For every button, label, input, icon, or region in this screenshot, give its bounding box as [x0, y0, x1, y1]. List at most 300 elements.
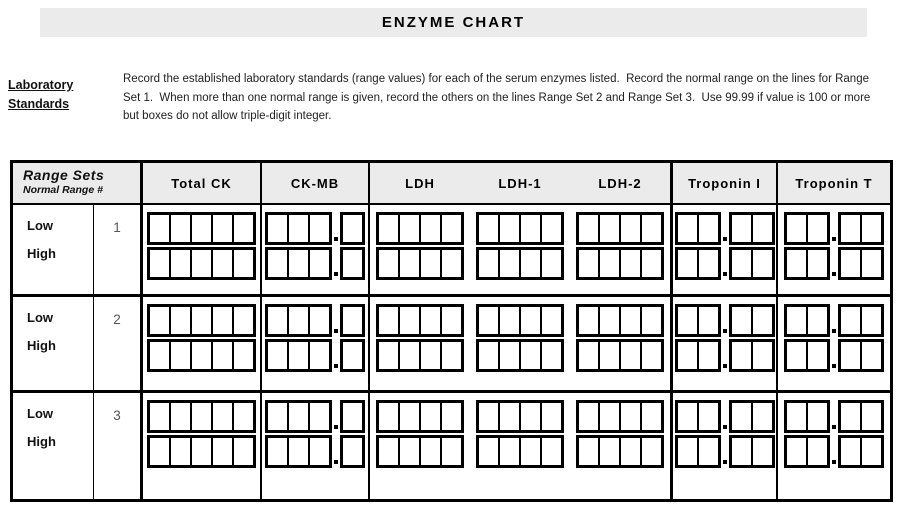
digit-box[interactable]	[379, 342, 398, 369]
column-label-ldh-2: LDH-2	[598, 175, 642, 191]
digit-box[interactable]	[598, 307, 619, 334]
low-high-box-pair	[376, 304, 464, 372]
entry-cell-troponin-i	[670, 393, 776, 499]
digit-box[interactable]	[479, 250, 498, 277]
digit-box[interactable]	[287, 403, 308, 430]
digit-box[interactable]	[232, 215, 253, 242]
digit-box[interactable]	[211, 215, 232, 242]
digit-strip-high	[576, 339, 664, 372]
digit-box[interactable]	[479, 438, 498, 465]
digit-strip-high	[265, 339, 365, 372]
range-set-row-2	[13, 294, 890, 390]
digit-box-group	[265, 435, 332, 468]
entry-cell-ck-mb	[260, 393, 368, 499]
digit-box[interactable]	[169, 438, 190, 465]
decimal-point	[334, 329, 338, 333]
decimal-point	[832, 460, 836, 464]
digit-box[interactable]	[806, 438, 827, 465]
digit-box[interactable]	[343, 307, 362, 334]
digit-box[interactable]	[232, 342, 253, 369]
digit-box[interactable]	[169, 250, 190, 277]
decimal-point	[334, 272, 338, 276]
digit-box[interactable]	[732, 307, 751, 334]
digit-box[interactable]	[440, 403, 461, 430]
digit-box[interactable]	[150, 215, 169, 242]
digit-strip-low	[784, 212, 884, 245]
low-high-box-pair	[376, 212, 464, 280]
digit-box-group	[147, 304, 256, 337]
digit-box[interactable]	[190, 250, 211, 277]
decimal-point	[334, 460, 338, 464]
digit-strip-low	[147, 400, 256, 433]
digit-box[interactable]	[640, 342, 661, 369]
row-labels	[13, 205, 93, 294]
low-high-box-pair	[476, 212, 564, 280]
range-sets-title: Range Sets	[23, 167, 105, 183]
digit-box[interactable]	[787, 403, 806, 430]
digit-box[interactable]	[398, 215, 419, 242]
digit-box[interactable]	[190, 307, 211, 334]
column-label-total-ck: Total CK	[171, 175, 232, 191]
digit-box[interactable]	[860, 250, 881, 277]
digit-strip-high	[147, 247, 256, 280]
digit-box[interactable]	[598, 342, 619, 369]
digit-box-group	[265, 247, 332, 280]
digit-box[interactable]	[806, 215, 827, 242]
digit-box-group	[476, 212, 564, 245]
digit-box-group	[675, 400, 721, 433]
digit-box[interactable]	[619, 403, 640, 430]
digit-box[interactable]	[440, 215, 461, 242]
digit-box[interactable]	[232, 250, 253, 277]
digit-box[interactable]	[841, 215, 860, 242]
digit-box[interactable]	[308, 250, 329, 277]
digit-box[interactable]	[697, 215, 718, 242]
digit-box[interactable]	[697, 342, 718, 369]
digit-box[interactable]	[211, 438, 232, 465]
digit-box[interactable]	[268, 403, 287, 430]
digit-box[interactable]	[806, 342, 827, 369]
digit-box-group	[265, 400, 332, 433]
entry-cell-troponin-t	[776, 297, 890, 390]
digit-box[interactable]	[806, 307, 827, 334]
digit-box[interactable]	[190, 342, 211, 369]
digit-box[interactable]	[211, 250, 232, 277]
digit-box[interactable]	[787, 215, 806, 242]
digit-box[interactable]	[519, 438, 540, 465]
digit-box[interactable]	[419, 403, 440, 430]
digit-strip-high	[476, 247, 564, 280]
digit-box[interactable]	[732, 438, 751, 465]
digit-box[interactable]	[787, 250, 806, 277]
digit-box[interactable]	[268, 342, 287, 369]
entry-cell-troponin-t	[776, 393, 890, 499]
digit-box[interactable]	[379, 307, 398, 334]
column-header-total-ck	[140, 163, 260, 203]
digit-box-group	[576, 339, 664, 372]
digit-box-group	[729, 339, 775, 372]
digit-box[interactable]	[398, 250, 419, 277]
digit-strip-low	[576, 400, 664, 433]
digit-box[interactable]	[343, 403, 362, 430]
table-header-row	[13, 163, 890, 205]
digit-box[interactable]	[343, 342, 362, 369]
digit-box[interactable]	[841, 250, 860, 277]
digit-box[interactable]	[787, 342, 806, 369]
digit-box[interactable]	[519, 250, 540, 277]
digit-box[interactable]	[697, 250, 718, 277]
decimal-point	[832, 237, 836, 241]
digit-box-group	[340, 339, 365, 372]
range-set-row-3	[13, 390, 890, 499]
low-label: Low	[27, 406, 53, 421]
digit-box[interactable]	[398, 438, 419, 465]
box-unit-ldh-1	[470, 400, 570, 468]
digit-box[interactable]	[579, 307, 598, 334]
digit-box[interactable]	[619, 307, 640, 334]
digit-box[interactable]	[598, 438, 619, 465]
digit-box[interactable]	[343, 250, 362, 277]
digit-box[interactable]	[287, 438, 308, 465]
entry-cell-ldh-ldh-1-ldh-2	[368, 297, 670, 390]
entry-cell-total-ck	[140, 393, 260, 499]
digit-box[interactable]	[732, 215, 751, 242]
digit-box[interactable]	[398, 307, 419, 334]
low-high-box-pair	[376, 400, 464, 468]
digit-box[interactable]	[806, 403, 827, 430]
digit-box[interactable]	[232, 307, 253, 334]
digit-box[interactable]	[540, 438, 561, 465]
high-label: High	[27, 338, 56, 353]
digit-strip-high	[265, 435, 365, 468]
digit-strip-low	[376, 400, 464, 433]
digit-strip-high	[576, 435, 664, 468]
digit-box[interactable]	[640, 438, 661, 465]
low-label: Low	[27, 310, 53, 325]
digit-strip-low	[784, 304, 884, 337]
digit-box-group	[376, 304, 464, 337]
digit-box[interactable]	[268, 438, 287, 465]
digit-box[interactable]	[598, 250, 619, 277]
digit-box[interactable]	[211, 342, 232, 369]
digit-strip-low	[576, 212, 664, 245]
digit-box[interactable]	[678, 307, 697, 334]
digit-box-group	[675, 304, 721, 337]
digit-box[interactable]	[498, 342, 519, 369]
digit-box[interactable]	[440, 250, 461, 277]
digit-box[interactable]	[860, 342, 881, 369]
digit-box-group	[784, 400, 830, 433]
digit-strip-low	[476, 400, 564, 433]
digit-box-group	[476, 247, 564, 280]
digit-box[interactable]	[479, 307, 498, 334]
digit-strip-high	[675, 339, 775, 372]
digit-strip-low	[576, 304, 664, 337]
digit-box[interactable]	[579, 438, 598, 465]
digit-box[interactable]	[379, 403, 398, 430]
digit-box-group	[838, 400, 884, 433]
digit-box[interactable]	[540, 342, 561, 369]
digit-box[interactable]	[169, 342, 190, 369]
digit-box[interactable]	[150, 342, 169, 369]
digit-box[interactable]	[579, 215, 598, 242]
digit-box[interactable]	[169, 307, 190, 334]
digit-box-group	[729, 435, 775, 468]
box-unit-ldh-2	[570, 304, 670, 372]
digit-strip-low	[675, 400, 775, 433]
digit-box[interactable]	[697, 438, 718, 465]
digit-box[interactable]	[678, 342, 697, 369]
digit-box[interactable]	[211, 403, 232, 430]
digit-box[interactable]	[379, 438, 398, 465]
digit-box[interactable]	[787, 307, 806, 334]
digit-box[interactable]	[268, 215, 287, 242]
column-label-ldh-1: LDH-1	[498, 175, 542, 191]
digit-box[interactable]	[479, 342, 498, 369]
low-label: Low	[27, 218, 53, 233]
box-unit-total-ck	[143, 400, 260, 468]
digit-box[interactable]	[841, 342, 860, 369]
low-high-box-pair	[147, 400, 256, 468]
digit-box[interactable]	[787, 438, 806, 465]
digit-box[interactable]	[540, 215, 561, 242]
digit-box[interactable]	[343, 215, 362, 242]
digit-box[interactable]	[498, 438, 519, 465]
entry-cell-troponin-i	[670, 205, 776, 294]
digit-box-group	[576, 400, 664, 433]
digit-box[interactable]	[519, 342, 540, 369]
range-sets-header-cell	[13, 163, 140, 203]
box-unit-ldh-2	[570, 400, 670, 468]
digit-box-group	[838, 247, 884, 280]
digit-box[interactable]	[287, 250, 308, 277]
decimal-point	[334, 425, 338, 429]
digit-box[interactable]	[678, 403, 697, 430]
digit-box[interactable]	[860, 215, 881, 242]
entry-cell-ck-mb	[260, 205, 368, 294]
digit-box[interactable]	[398, 342, 419, 369]
digit-box[interactable]	[150, 307, 169, 334]
digit-box[interactable]	[860, 438, 881, 465]
digit-box[interactable]	[287, 215, 308, 242]
digit-box[interactable]	[440, 438, 461, 465]
low-high-box-pair	[265, 212, 365, 280]
digit-box[interactable]	[419, 215, 440, 242]
digit-box[interactable]	[732, 250, 751, 277]
decimal-point	[723, 272, 727, 276]
digit-box[interactable]	[619, 250, 640, 277]
digit-box[interactable]	[190, 438, 211, 465]
section-label-line1: Laboratory	[8, 78, 74, 92]
digit-box[interactable]	[190, 403, 211, 430]
digit-box[interactable]	[697, 307, 718, 334]
digit-box[interactable]	[287, 307, 308, 334]
box-unit-ck-mb	[262, 212, 368, 280]
digit-box-group	[376, 247, 464, 280]
digit-strip-low	[675, 212, 775, 245]
digit-box[interactable]	[806, 250, 827, 277]
digit-box[interactable]	[150, 438, 169, 465]
digit-box[interactable]	[498, 307, 519, 334]
digit-box-group	[675, 247, 721, 280]
digit-box[interactable]	[579, 403, 598, 430]
digit-box[interactable]	[540, 403, 561, 430]
digit-box[interactable]	[579, 342, 598, 369]
decimal-point	[334, 237, 338, 241]
digit-strip-high	[784, 435, 884, 468]
digit-box-group	[376, 339, 464, 372]
digit-box[interactable]	[860, 307, 881, 334]
digit-box[interactable]	[419, 438, 440, 465]
digit-strip-high	[265, 247, 365, 280]
digit-box-group	[340, 247, 365, 280]
column-header-ck-mb	[260, 163, 368, 203]
box-unit-ldh	[370, 304, 470, 372]
digit-strip-low	[265, 304, 365, 337]
digit-box[interactable]	[598, 403, 619, 430]
digit-box-group	[147, 339, 256, 372]
digit-strip-high	[376, 339, 464, 372]
digit-box[interactable]	[519, 307, 540, 334]
digit-box-group	[340, 435, 365, 468]
decimal-point	[723, 237, 727, 241]
digit-box[interactable]	[440, 342, 461, 369]
digit-box[interactable]	[190, 215, 211, 242]
digit-box[interactable]	[619, 342, 640, 369]
digit-box[interactable]	[479, 215, 498, 242]
low-high-box-pair	[576, 400, 664, 468]
digit-box[interactable]	[169, 215, 190, 242]
digit-box[interactable]	[619, 215, 640, 242]
digit-strip-low	[476, 212, 564, 245]
digit-box[interactable]	[841, 307, 860, 334]
box-unit-troponin-t	[778, 212, 890, 280]
digit-box[interactable]	[498, 215, 519, 242]
digit-strip-high	[476, 339, 564, 372]
decimal-point	[723, 329, 727, 333]
enzyme-table	[10, 160, 893, 502]
digit-strip-high	[675, 247, 775, 280]
digit-box[interactable]	[308, 342, 329, 369]
digit-box[interactable]	[678, 250, 697, 277]
digit-box[interactable]	[150, 250, 169, 277]
digit-box[interactable]	[640, 403, 661, 430]
digit-box-group	[147, 435, 256, 468]
digit-box[interactable]	[540, 250, 561, 277]
digit-box-group	[729, 212, 775, 245]
box-unit-ck-mb	[262, 400, 368, 468]
range-set-number: 2	[93, 297, 140, 390]
digit-box-group	[729, 304, 775, 337]
digit-box[interactable]	[841, 403, 860, 430]
digit-box[interactable]	[498, 250, 519, 277]
box-unit-total-ck	[143, 304, 260, 372]
column-label-troponin-t: Troponin T	[795, 175, 873, 191]
digit-box[interactable]	[287, 342, 308, 369]
digit-box[interactable]	[678, 215, 697, 242]
digit-box[interactable]	[308, 403, 329, 430]
digit-strip-low	[376, 304, 464, 337]
digit-box[interactable]	[640, 307, 661, 334]
digit-box[interactable]	[419, 307, 440, 334]
digit-box[interactable]	[732, 342, 751, 369]
digit-box[interactable]	[751, 215, 772, 242]
digit-box[interactable]	[398, 403, 419, 430]
digit-box[interactable]	[751, 403, 772, 430]
column-header-ldh-ldh-1-ldh-2	[368, 163, 670, 203]
digit-box-group	[784, 435, 830, 468]
digit-box[interactable]	[732, 403, 751, 430]
digit-box[interactable]	[419, 342, 440, 369]
digit-box-group	[838, 435, 884, 468]
digit-strip-low	[476, 304, 564, 337]
digit-box[interactable]	[640, 215, 661, 242]
column-header-troponin-i	[670, 163, 776, 203]
digit-box[interactable]	[169, 403, 190, 430]
digit-box-group	[476, 435, 564, 468]
digit-box[interactable]	[841, 438, 860, 465]
digit-box[interactable]	[751, 250, 772, 277]
digit-box[interactable]	[498, 403, 519, 430]
digit-box[interactable]	[751, 438, 772, 465]
digit-box[interactable]	[343, 438, 362, 465]
low-high-box-pair	[675, 304, 775, 372]
digit-box[interactable]	[308, 307, 329, 334]
box-unit-ldh-2	[570, 212, 670, 280]
digit-box[interactable]	[619, 438, 640, 465]
digit-box-group	[147, 212, 256, 245]
digit-box[interactable]	[268, 250, 287, 277]
range-set-row-1	[13, 205, 890, 294]
digit-box[interactable]	[751, 342, 772, 369]
digit-box[interactable]	[379, 215, 398, 242]
digit-box[interactable]	[232, 403, 253, 430]
digit-box[interactable]	[697, 403, 718, 430]
digit-box[interactable]	[211, 307, 232, 334]
box-unit-troponin-i	[673, 304, 776, 372]
digit-box[interactable]	[232, 438, 253, 465]
digit-box[interactable]	[150, 403, 169, 430]
digit-strip-high	[784, 339, 884, 372]
page-title: ENZYME CHART	[381, 14, 526, 31]
digit-box-group	[675, 339, 721, 372]
decimal-point	[723, 364, 727, 368]
digit-box[interactable]	[598, 215, 619, 242]
digit-box[interactable]	[268, 307, 287, 334]
digit-box[interactable]	[519, 403, 540, 430]
digit-strip-high	[784, 247, 884, 280]
digit-box-group	[838, 304, 884, 337]
digit-box[interactable]	[308, 438, 329, 465]
digit-box[interactable]	[519, 215, 540, 242]
digit-box[interactable]	[860, 403, 881, 430]
digit-box[interactable]	[479, 403, 498, 430]
decimal-point	[334, 364, 338, 368]
digit-box[interactable]	[308, 215, 329, 242]
digit-box-group	[476, 304, 564, 337]
digit-box[interactable]	[678, 438, 697, 465]
entry-cell-total-ck	[140, 297, 260, 390]
digit-box[interactable]	[440, 307, 461, 334]
row-labels	[13, 393, 93, 499]
digit-box[interactable]	[579, 250, 598, 277]
digit-box[interactable]	[379, 250, 398, 277]
digit-box[interactable]	[640, 250, 661, 277]
digit-box[interactable]	[540, 307, 561, 334]
entry-cell-total-ck	[140, 205, 260, 294]
digit-box[interactable]	[419, 250, 440, 277]
digit-box[interactable]	[751, 307, 772, 334]
